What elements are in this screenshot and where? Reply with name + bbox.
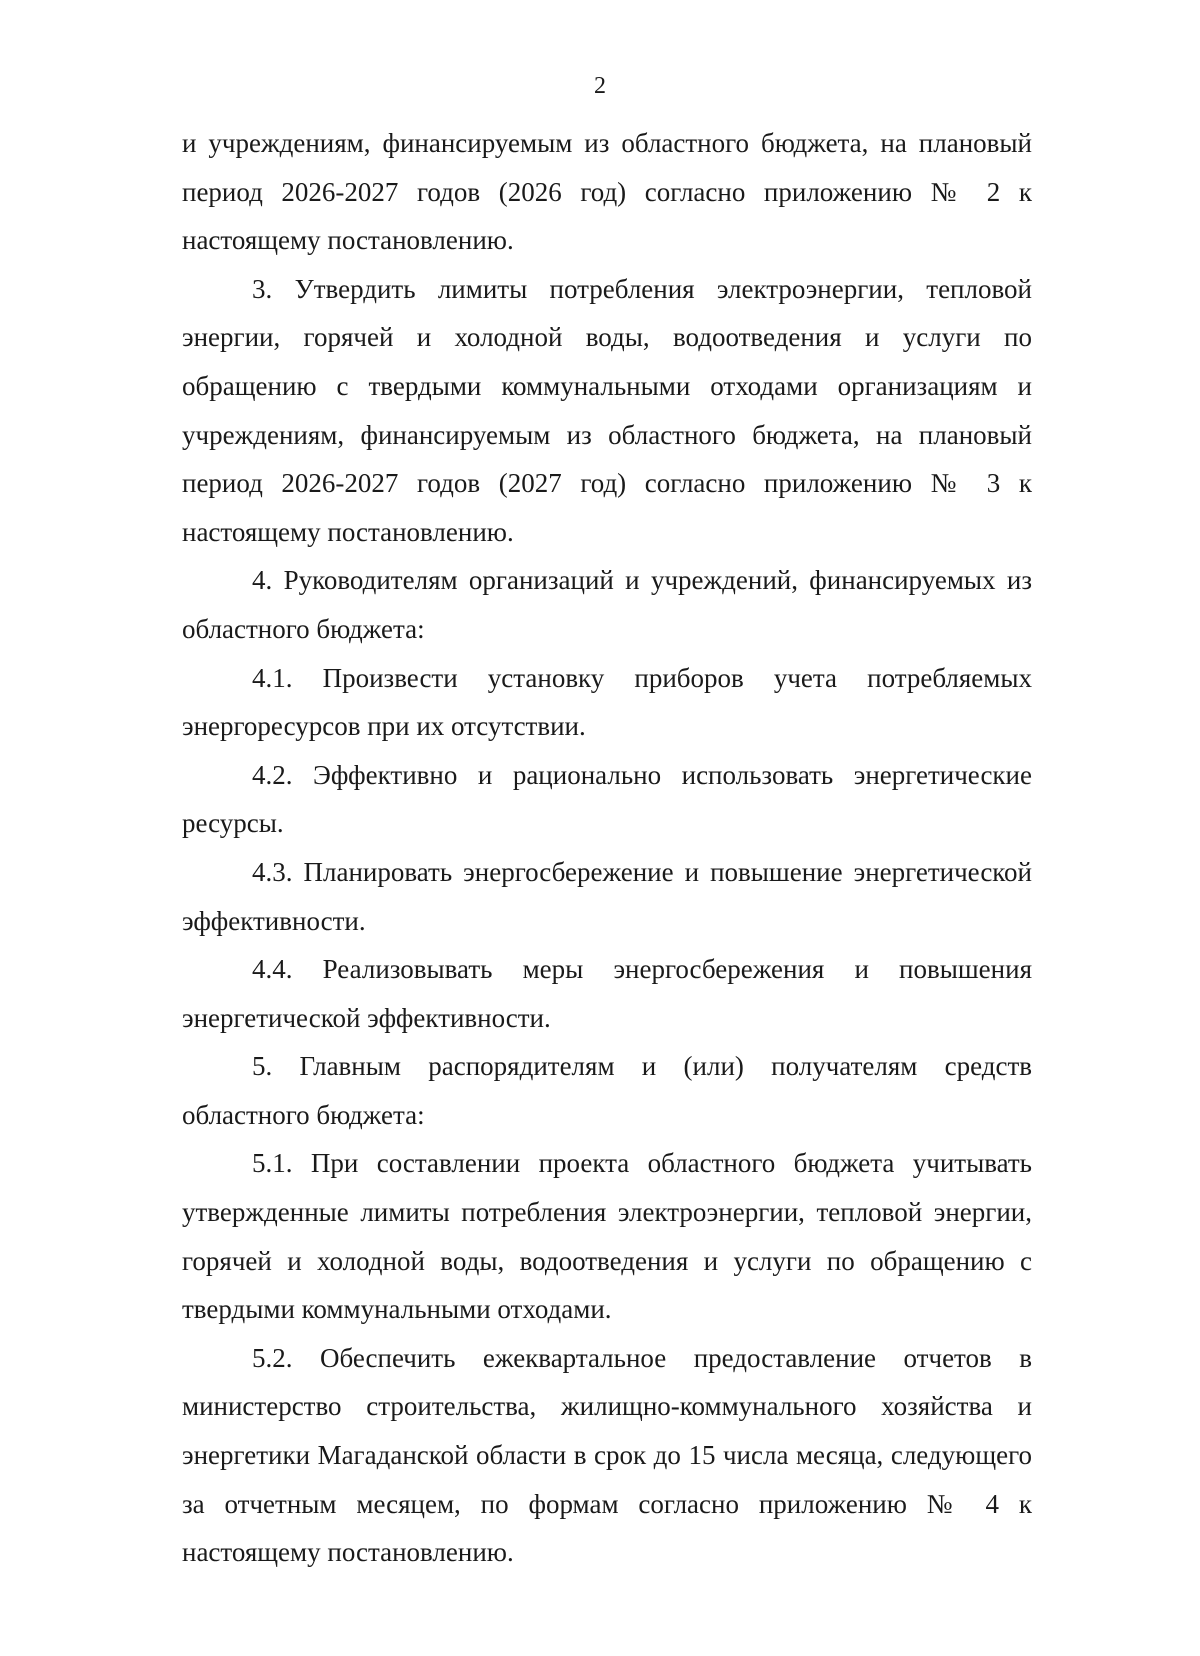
paragraph-item-4: 4. Руководителям организаций и учреждений, финансируемых из областного бюджета:	[182, 565, 1032, 644]
paragraph-item-4-3: 4.3. Планировать энергосбережение и повышение энергетической эффективности.	[182, 856, 1032, 936]
paragraph-item-4-4: 4.4. Реализовывать меры энергосбережения и повышения энергетической эффективности.	[182, 954, 1032, 1033]
paragraph-item-3: 3. Утвердить лимиты потребления электроэнергии, тепловой энергии, горячей и холодной воды, водоотведения и услуги по обращению с твердыми коммунальными отходами организациям и учреждениям, финансируемым из областного бюджета, на плановый период 2026-2027 годов (2027 год) согласно приложению № 3 к настоящему постановлению.	[182, 273, 1032, 547]
paragraph-item-5-1: 5.1. При составлении проекта областного бюджета учитывать утвержденные лимиты потребления электроэнергии, тепловой энергии, горячей и холодной воды, водоотведения и услуги по обращению с твердыми коммунальными отходами.	[182, 1148, 1032, 1325]
paragraph-continuation: и учреждениям, финансируемым из областного бюджета, на плановый период 2026-2027 годов (2026 год) согласно приложению № 2 к настоящему постановлению.	[182, 128, 1032, 256]
page-number: 2	[594, 73, 606, 99]
paragraph-item-4-2: 4.2. Эффективно и рационально использовать энергетические ресурсы.	[182, 759, 1032, 839]
paragraph-item-4-1: 4.1. Произвести установку приборов учета потребляемых энергоресурсов при их отсутствии.	[182, 662, 1032, 742]
paragraph-item-5: 5. Главным распорядителям и (или) получателям средств областного бюджета:	[182, 1051, 1032, 1130]
paragraph-item-5-2: 5.2. Обеспечить ежеквартальное предоставление отчетов в министерство строительства, жилищно-коммунального хозяйства и энергетики Магаданской области в срок до 15 числа месяца, следующего за отчетным месяцем, по формам согласно приложению № 4 к настоящему постановлению.	[182, 1342, 1032, 1568]
document-body	[182, 119, 1032, 1577]
